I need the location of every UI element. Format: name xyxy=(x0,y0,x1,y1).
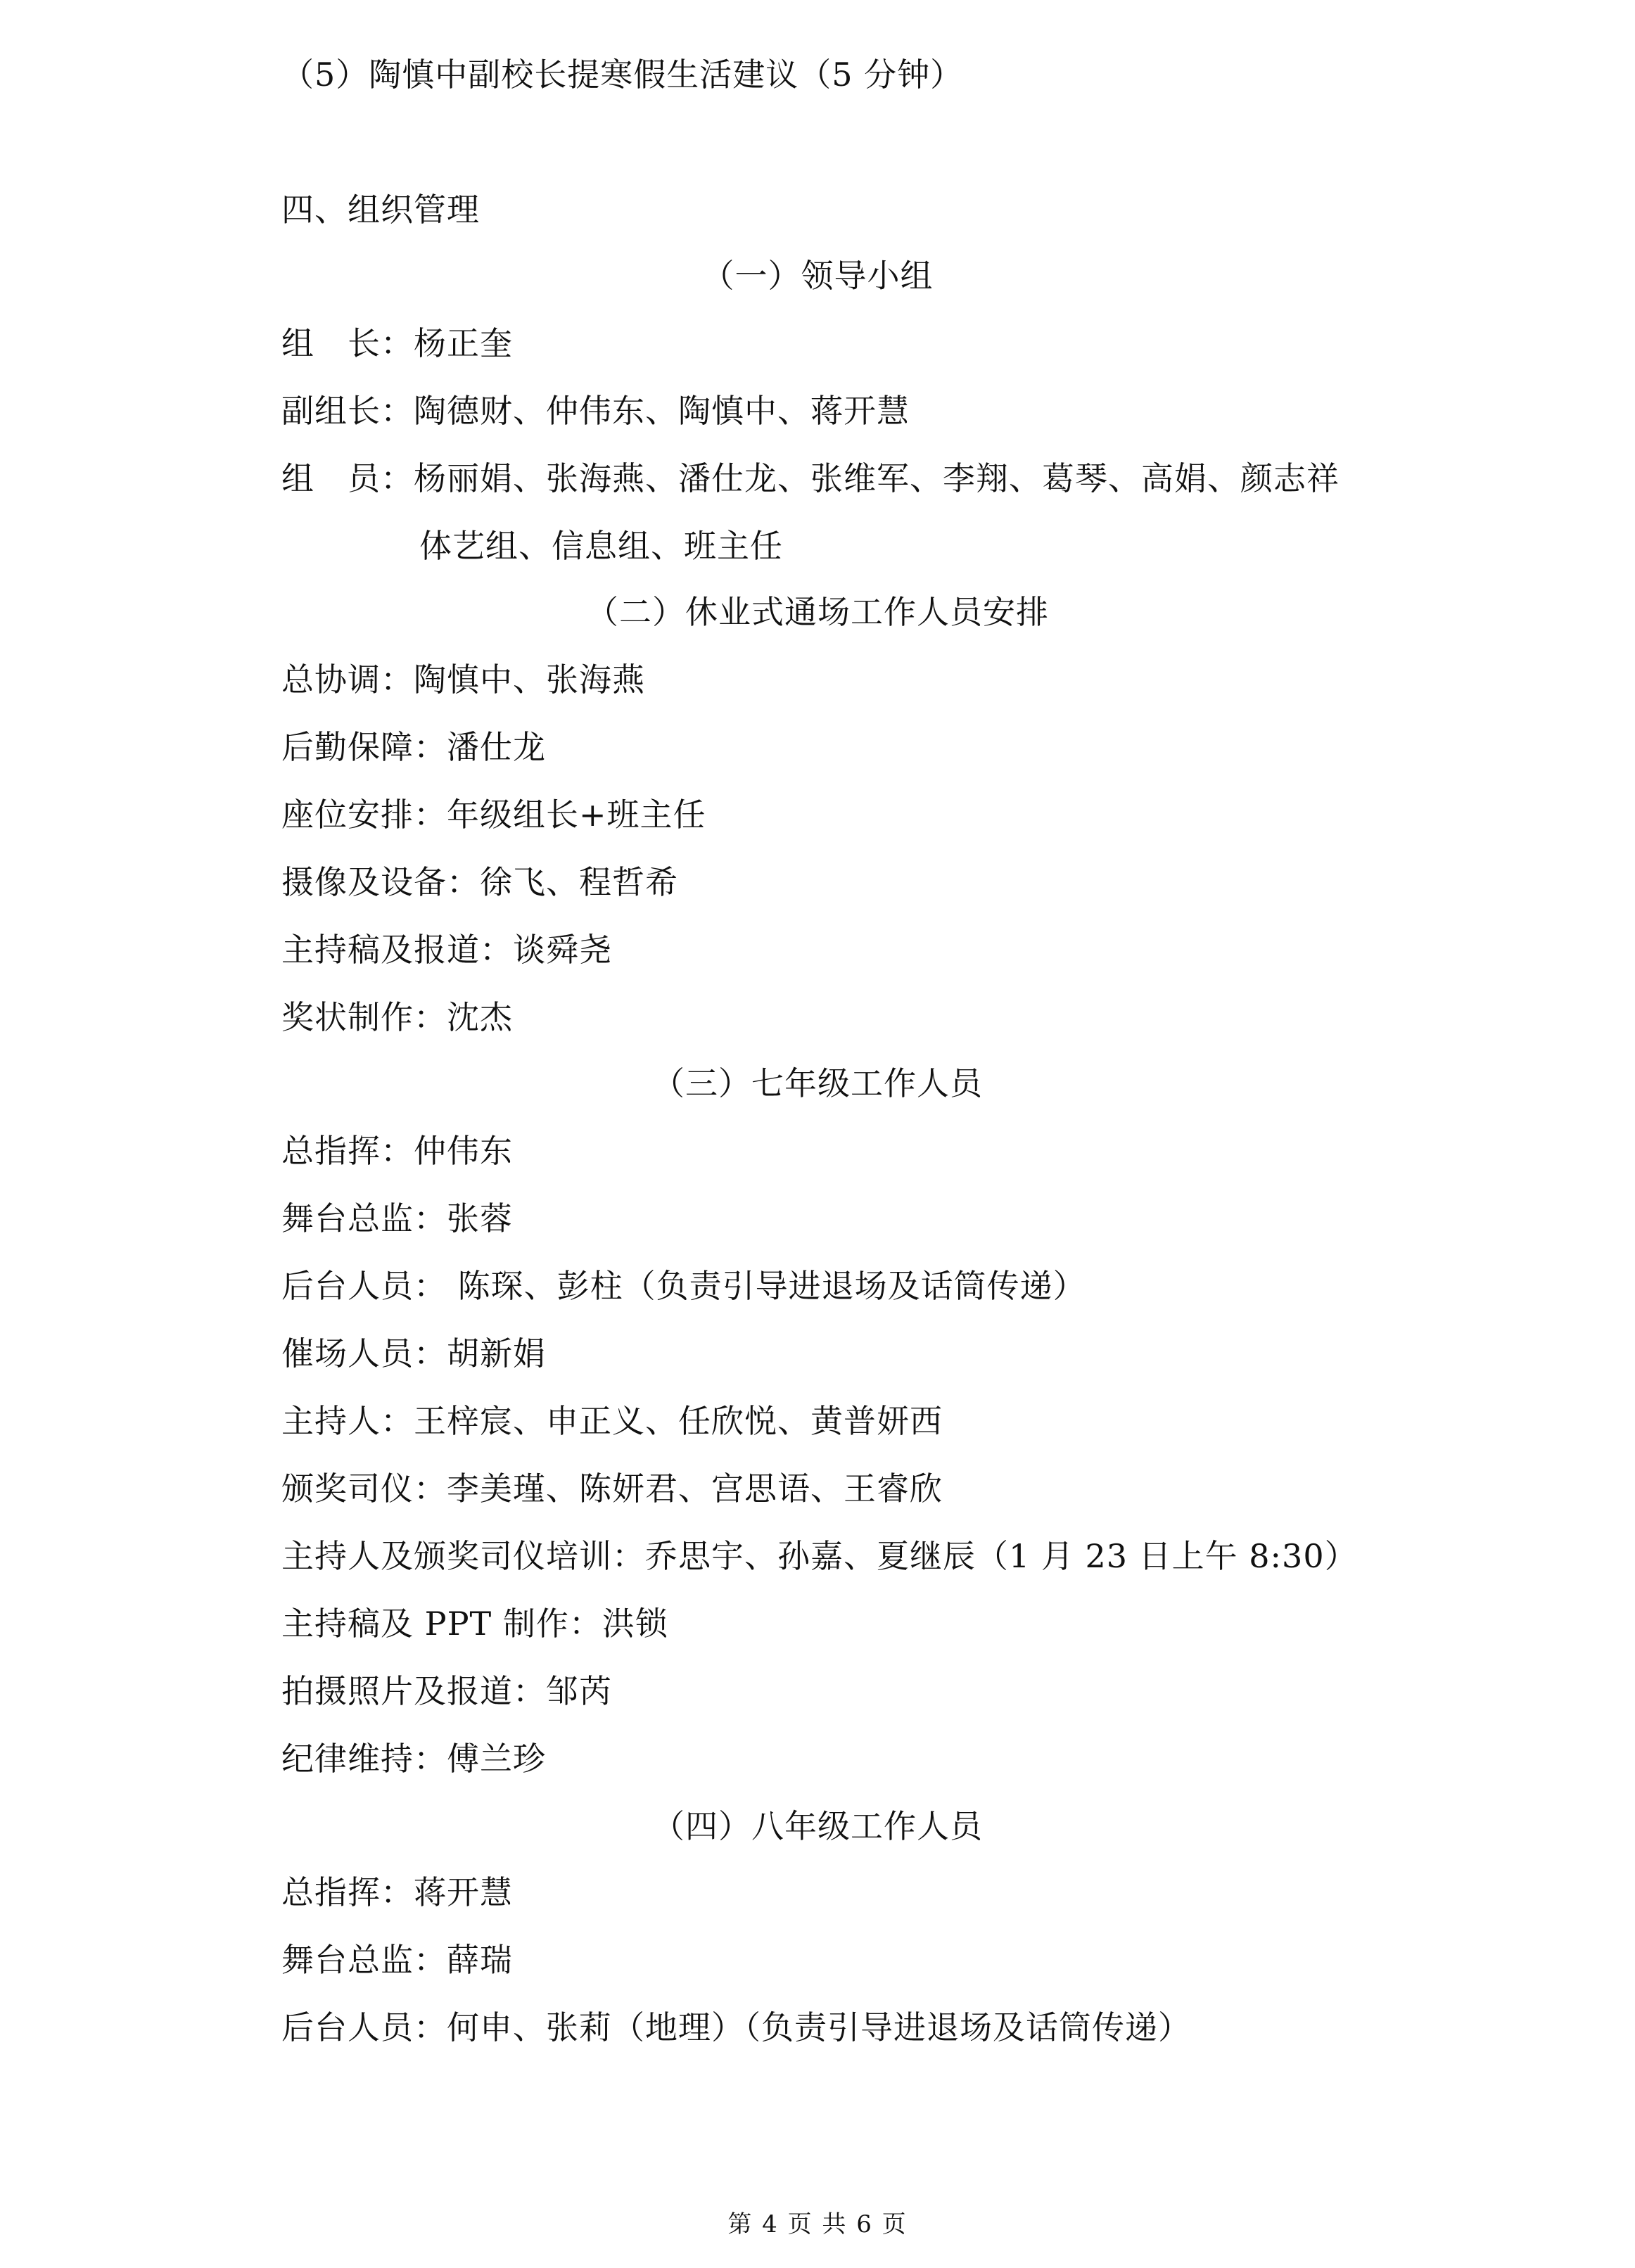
grade7-script-ppt-line: 主持稿及 PPT 制作：洪锁 xyxy=(281,1605,668,1643)
section-heading: 四、组织管理 xyxy=(281,191,480,229)
grade8-stage-director-line: 舞台总监：薛瑞 xyxy=(281,1941,513,1979)
grade8-backstage-line: 后台人员：何申、张莉（地理）（负责引导进退场及话筒传递） xyxy=(281,2008,1191,2046)
grade7-hosts-line: 主持人：王梓宸、申正义、任欣悦、黄普妍西 xyxy=(281,1402,943,1440)
logistics-line: 后勤保障：潘仕龙 xyxy=(281,728,546,766)
grade7-training-line: 主持人及颁奖司仪培训：乔思宇、孙嘉、夏继辰（1 月 23 日上午 8:30） xyxy=(281,1537,1358,1575)
certificates-line: 奖状制作：沈杰 xyxy=(281,998,513,1036)
script-report-line: 主持稿及报道：谈舜尧 xyxy=(281,931,612,969)
grade7-commander-line: 总指挥：仲伟东 xyxy=(281,1132,513,1170)
seating-line: 座位安排：年级组长+班主任 xyxy=(281,796,706,834)
deputy-line: 副组长：陶德财、仲伟东、陶慎中、蒋开慧 xyxy=(281,392,910,430)
coordinator-line: 总协调：陶慎中、张海燕 xyxy=(281,661,645,699)
members-line: 组 员：杨丽娟、张海燕、潘仕龙、张维军、李翔、葛琴、高娟、颜志祥 xyxy=(281,459,1340,497)
grade7-discipline-line: 纪律维持：傅兰珍 xyxy=(281,1740,546,1778)
intro-item: （5）陶慎中副校长提寒假生活建议（5 分钟） xyxy=(281,56,964,94)
camera-line: 摄像及设备：徐飞、程哲希 xyxy=(281,863,678,901)
ceremony-staff-heading: （二）休业式通场工作人员安排 xyxy=(586,593,1049,631)
page-number-footer: 第 4 页 共 6 页 xyxy=(727,2210,908,2238)
grade7-backstage-line: 后台人员： 陈琛、彭柱（负责引导进退场及话筒传递） xyxy=(281,1267,1086,1305)
grade7-stage-director-line: 舞台总监：张蓉 xyxy=(281,1199,513,1237)
grade7-photos-line: 拍摄照片及报道：邹芮 xyxy=(281,1672,612,1710)
grade7-award-presenters-line: 颁奖司仪：李美瑾、陈妍君、宫思语、王睿欣 xyxy=(281,1470,943,1508)
grade8-commander-line: 总指挥：蒋开慧 xyxy=(281,1873,513,1911)
leader-line: 组 长：杨正奎 xyxy=(281,324,513,362)
grade7-usher-line: 催场人员：胡新娟 xyxy=(281,1334,546,1372)
grade7-heading: （三）七年级工作人员 xyxy=(652,1064,983,1102)
leadership-heading: （一）领导小组 xyxy=(701,257,934,295)
members-line-continued: 体艺组、信息组、班主任 xyxy=(419,527,783,565)
grade8-heading: （四）八年级工作人员 xyxy=(652,1807,983,1845)
